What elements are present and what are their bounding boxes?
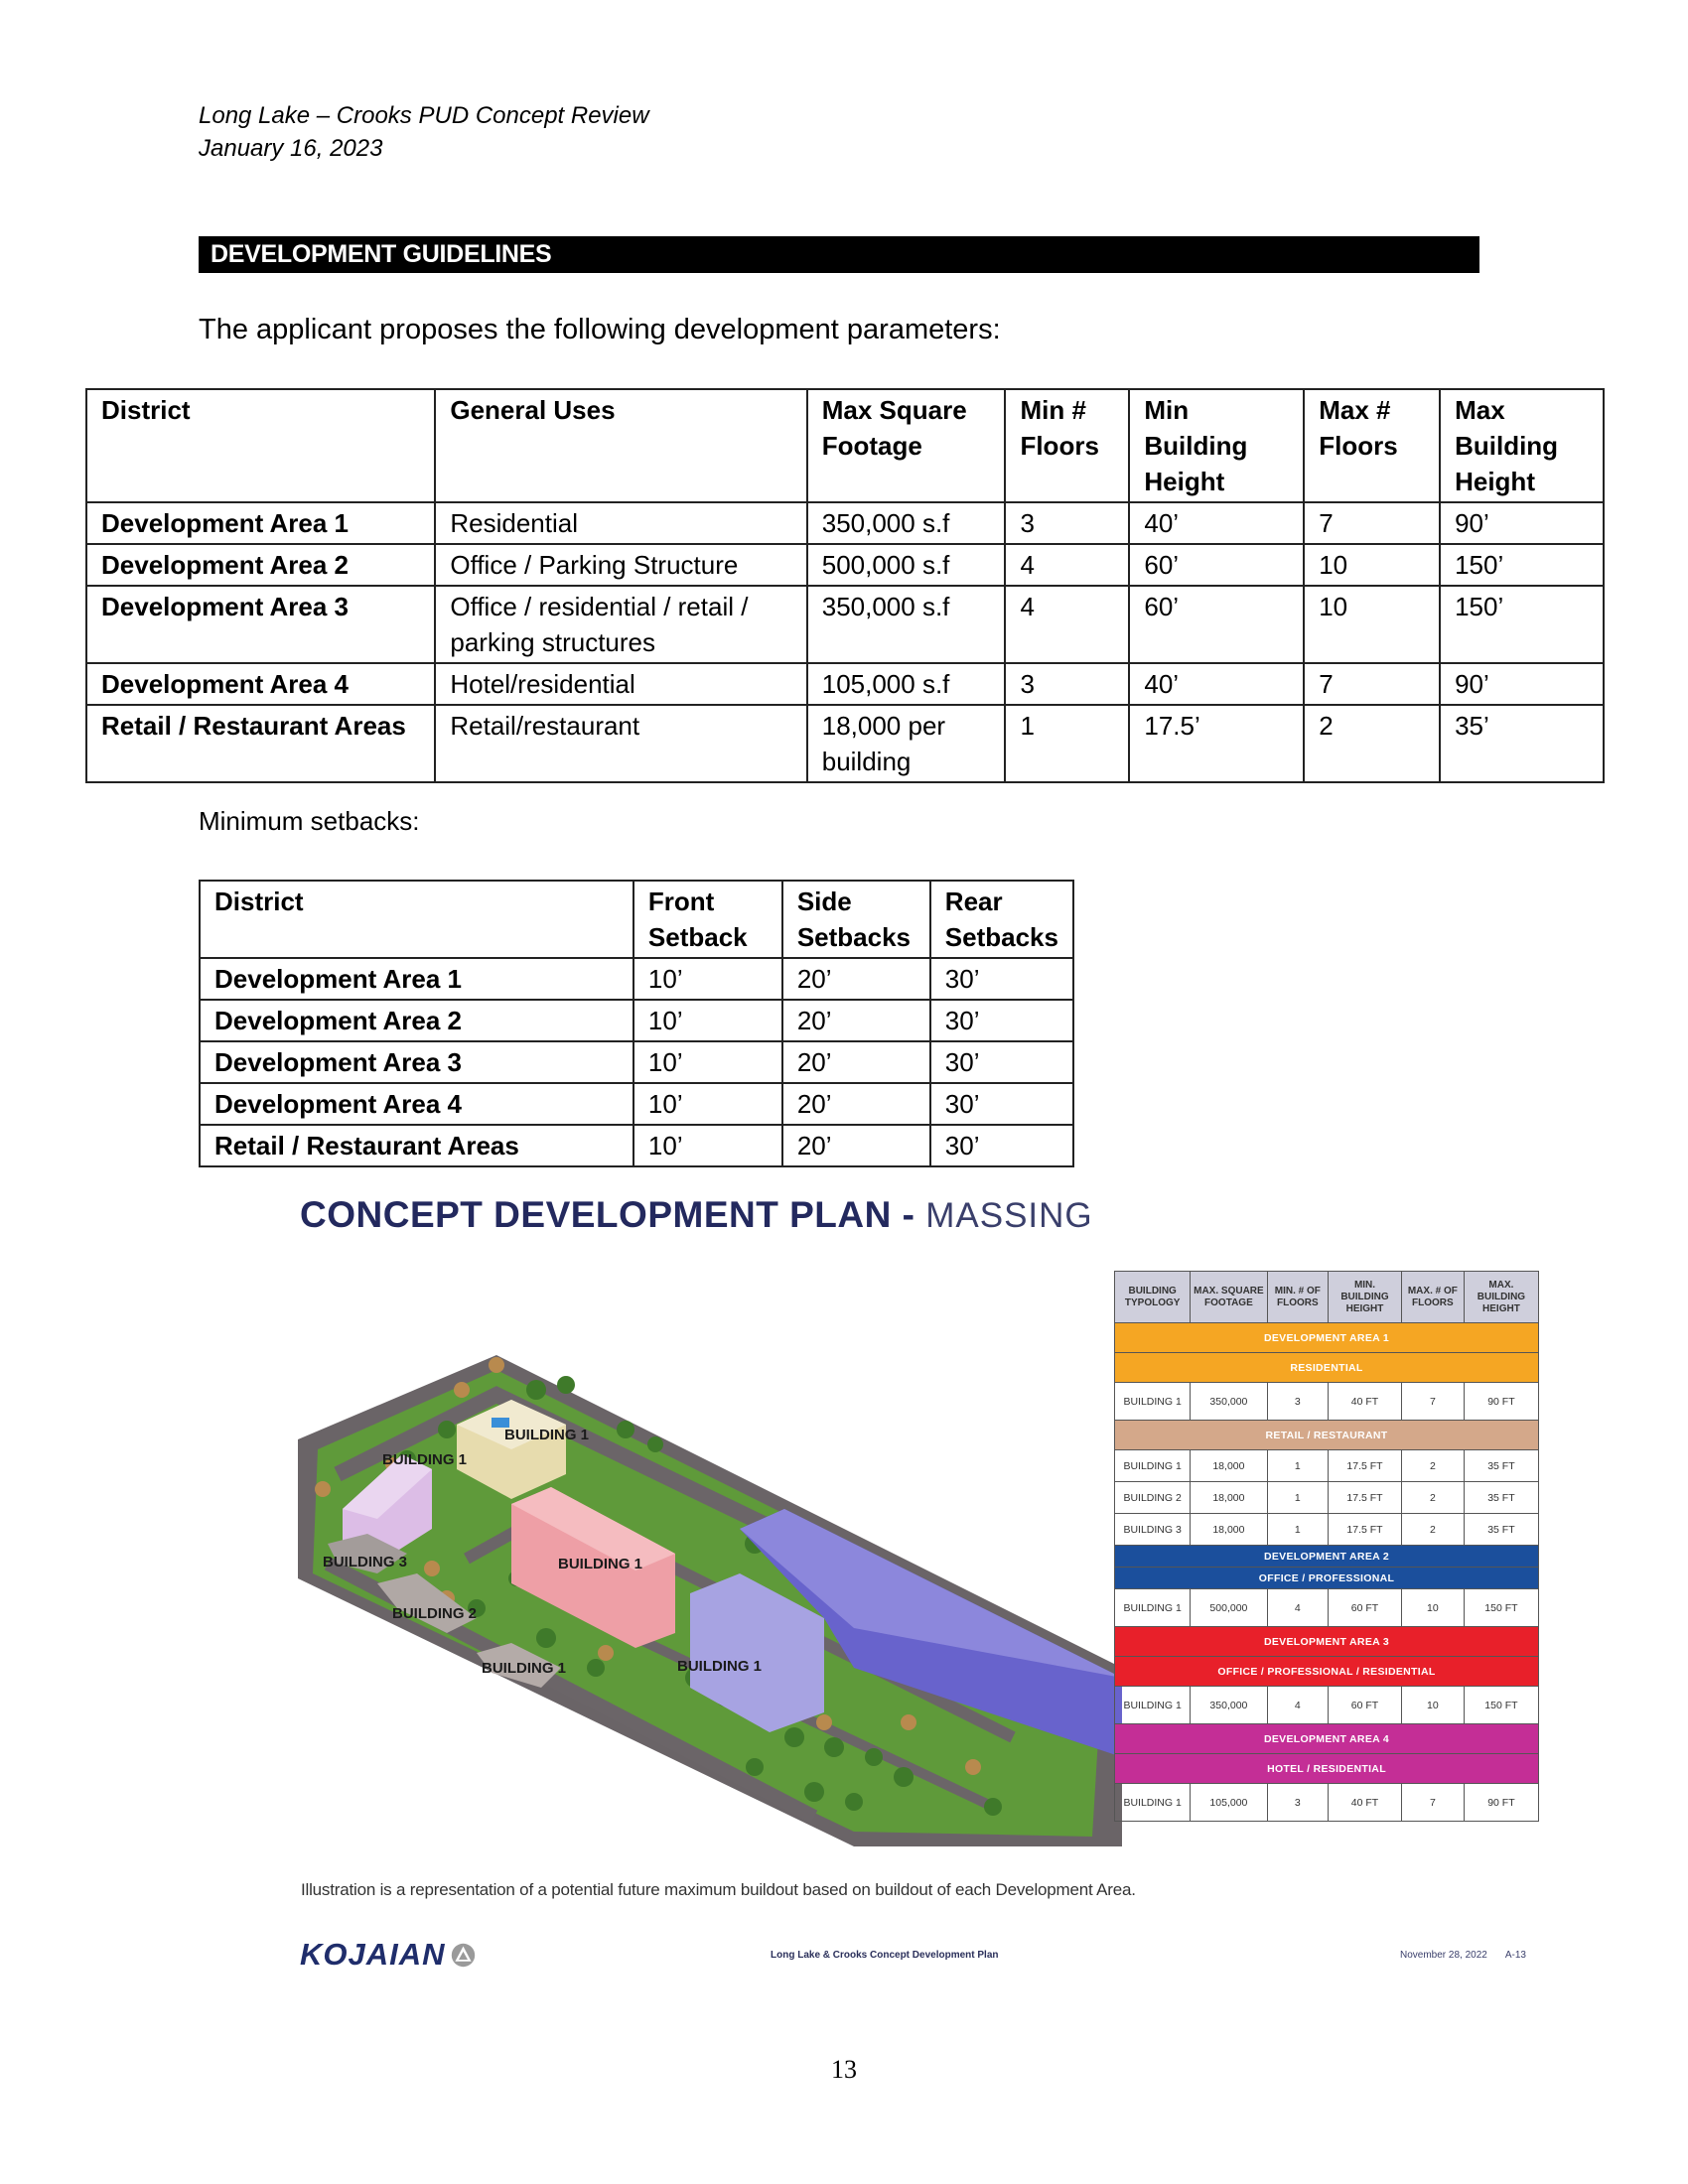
value-cell: 90’ [1440, 663, 1604, 705]
aerial-massing-illustration [298, 1340, 1122, 1846]
setback-cell: 30’ [930, 1083, 1073, 1125]
value-cell: 4 [1005, 586, 1129, 663]
value-cell: 3 [1005, 663, 1129, 705]
label-retail-building-3: BUILDING 3 [323, 1554, 408, 1570]
value-cell: 40 FT [1329, 1383, 1402, 1421]
label-area1-building: BUILDING 1 [504, 1427, 590, 1443]
district-cell: Development Area 3 [86, 586, 435, 663]
value-cell: 105,000 [1191, 1784, 1267, 1822]
value-cell: 350,000 [1191, 1687, 1267, 1724]
use-band [1115, 1657, 1539, 1687]
development-area-band [1115, 1323, 1539, 1353]
setbacks-table [199, 880, 1074, 1167]
table-header-row [200, 881, 1073, 958]
document-date: January 16, 2023 [199, 135, 383, 162]
building-row [1115, 1514, 1539, 1546]
value-cell: 17.5’ [1129, 705, 1304, 782]
massing-title-separator: - [891, 1194, 926, 1235]
use-label: HOTEL / RESIDENTIAL [1115, 1754, 1539, 1784]
header-cell: Min # Floors [1005, 389, 1129, 502]
massing-summary-table [1114, 1271, 1539, 1822]
value-cell: 150 FT [1464, 1589, 1538, 1627]
value-cell: 2 [1401, 1514, 1464, 1546]
value-cell: 3 [1005, 502, 1129, 544]
building-row [1115, 1784, 1539, 1822]
massing-title [300, 1194, 1093, 1236]
value-cell: 18,000 [1191, 1450, 1267, 1482]
value-cell: 18,000 [1191, 1514, 1267, 1546]
value-cell: 18,000 [1191, 1482, 1267, 1514]
table-row [200, 958, 1073, 1000]
setback-cell: 10’ [633, 1041, 782, 1083]
setback-cell: 10’ [633, 1125, 782, 1166]
setback-cell: 20’ [782, 1000, 930, 1041]
header-cell: General Uses [435, 389, 806, 502]
brand-wordmark: KOJAIAN [300, 1937, 446, 1972]
building-name-cell: BUILDING 1 [1115, 1589, 1191, 1627]
document-header [199, 99, 649, 165]
value-cell: 10 [1304, 544, 1440, 586]
value-cell: 10 [1401, 1687, 1464, 1724]
development-area-label: DEVELOPMENT AREA 4 [1115, 1724, 1539, 1754]
header-cell: Side Setbacks [782, 881, 930, 958]
value-cell: 60’ [1129, 586, 1304, 663]
use-band [1115, 1754, 1539, 1784]
header-cell: District [86, 389, 435, 502]
header-cell: MIN. # OF FLOORS [1267, 1272, 1329, 1323]
footer-date: November 28, 2022 [1400, 1950, 1487, 1961]
table-row [200, 1125, 1073, 1166]
district-cell: Development Area 4 [86, 663, 435, 705]
value-cell: 18,000 per building [807, 705, 1006, 782]
setback-cell: 30’ [930, 1041, 1073, 1083]
value-cell: 35 FT [1464, 1514, 1538, 1546]
value-cell: 17.5 FT [1329, 1482, 1402, 1514]
building-row [1115, 1383, 1539, 1421]
value-cell: 90 FT [1464, 1784, 1538, 1822]
page-number: 13 [831, 2055, 857, 2084]
district-cell: Development Area 1 [200, 958, 633, 1000]
table-row [86, 502, 1604, 544]
value-cell: 7 [1401, 1383, 1464, 1421]
building-name-cell: BUILDING 1 [1115, 1784, 1191, 1822]
massing-header-row [1115, 1272, 1539, 1323]
table-row [86, 586, 1604, 663]
header-cell: District [200, 881, 633, 958]
district-cell: Retail / Restaurant Areas [86, 705, 435, 782]
footer-sheet-number: A-13 [1504, 1950, 1526, 1961]
header-cell: Min Building Height [1129, 389, 1304, 502]
value-cell: 3 [1267, 1784, 1329, 1822]
setbacks-label: Minimum setbacks: [199, 806, 420, 836]
building-row [1115, 1687, 1539, 1724]
table-row [86, 544, 1604, 586]
value-cell: 350,000 [1191, 1383, 1267, 1421]
footer-meta [1400, 1950, 1526, 1961]
table-row [200, 1083, 1073, 1125]
value-cell: Residential [435, 502, 806, 544]
value-cell: 150 FT [1464, 1687, 1538, 1724]
value-cell: 40’ [1129, 502, 1304, 544]
header-cell: MAX. BUILDING HEIGHT [1464, 1272, 1538, 1323]
use-label: OFFICE / PROFESSIONAL / RESIDENTIAL [1115, 1657, 1539, 1687]
value-cell: 60 FT [1329, 1589, 1402, 1627]
document-title: Long Lake – Crooks PUD Concept Review [199, 102, 649, 129]
illustration-caption: Illustration is a representation of a potential future maximum buildout based on buildout of each Development Area. [301, 1880, 1136, 1899]
value-cell: 10 [1401, 1589, 1464, 1627]
value-cell: 2 [1401, 1482, 1464, 1514]
table-row [86, 705, 1604, 782]
development-area-band [1115, 1627, 1539, 1657]
brand-mark-icon [450, 1942, 477, 1969]
building-name-cell: BUILDING 1 [1115, 1450, 1191, 1482]
value-cell: 35 FT [1464, 1450, 1538, 1482]
aerial-render [298, 1340, 1122, 1846]
value-cell: 7 [1401, 1784, 1464, 1822]
development-area-label: DEVELOPMENT AREA 2 [1115, 1546, 1539, 1568]
header-cell: Max # Floors [1304, 389, 1440, 502]
value-cell: 500,000 s.f [807, 544, 1006, 586]
setback-cell: 20’ [782, 1125, 930, 1166]
setback-cell: 30’ [930, 1125, 1073, 1166]
development-parameters-table [85, 388, 1605, 783]
value-cell: 17.5 FT [1329, 1514, 1402, 1546]
building-name-cell: BUILDING 1 [1115, 1383, 1191, 1421]
value-cell: 17.5 FT [1329, 1450, 1402, 1482]
use-label: OFFICE / PROFESSIONAL [1115, 1568, 1539, 1589]
label-retail-building-1: BUILDING 1 [482, 1660, 567, 1677]
setback-cell: 10’ [633, 1000, 782, 1041]
district-cell: Development Area 2 [200, 1000, 633, 1041]
header-cell: Front Setback [633, 881, 782, 958]
header-cell: MAX. # OF FLOORS [1401, 1272, 1464, 1323]
table-row [86, 663, 1604, 705]
value-cell: 150’ [1440, 544, 1604, 586]
setback-cell: 30’ [930, 1000, 1073, 1041]
value-cell: 90’ [1440, 502, 1604, 544]
label-area3-building: BUILDING 1 [558, 1556, 643, 1572]
building-row [1115, 1589, 1539, 1627]
district-cell: Development Area 1 [86, 502, 435, 544]
value-cell: 2 [1304, 705, 1440, 782]
value-cell: 40’ [1129, 663, 1304, 705]
setback-cell: 20’ [782, 1041, 930, 1083]
value-cell: 1 [1267, 1514, 1329, 1546]
use-label: RETAIL / RESTAURANT [1115, 1421, 1539, 1450]
value-cell: 4 [1267, 1687, 1329, 1724]
value-cell: Office / Parking Structure [435, 544, 806, 586]
massing-title-bold: CONCEPT DEVELOPMENT PLAN [300, 1194, 892, 1235]
development-area-band [1115, 1724, 1539, 1754]
value-cell: 35 FT [1464, 1482, 1538, 1514]
value-cell: 7 [1304, 502, 1440, 544]
label-area4-building: BUILDING 1 [382, 1451, 468, 1468]
value-cell: 40 FT [1329, 1784, 1402, 1822]
district-cell: Development Area 2 [86, 544, 435, 586]
table-row [200, 1041, 1073, 1083]
value-cell: 60 FT [1329, 1687, 1402, 1724]
building-row [1115, 1450, 1539, 1482]
value-cell: 150’ [1440, 586, 1604, 663]
header-cell: Max Building Height [1440, 389, 1604, 502]
value-cell: 3 [1267, 1383, 1329, 1421]
section-heading: DEVELOPMENT GUIDELINES [199, 236, 1479, 273]
value-cell: 1 [1005, 705, 1129, 782]
value-cell: 7 [1304, 663, 1440, 705]
value-cell: 4 [1267, 1589, 1329, 1627]
development-area-band [1115, 1546, 1539, 1568]
value-cell: Hotel/residential [435, 663, 806, 705]
district-cell: Development Area 3 [200, 1041, 633, 1083]
value-cell: 500,000 [1191, 1589, 1267, 1627]
label-retail-building-2: BUILDING 2 [392, 1605, 478, 1622]
table-header-row [86, 389, 1604, 502]
value-cell: 1 [1267, 1450, 1329, 1482]
use-band [1115, 1353, 1539, 1383]
value-cell: 105,000 s.f [807, 663, 1006, 705]
building-name-cell: BUILDING 1 [1115, 1687, 1191, 1724]
district-cell: Retail / Restaurant Areas [200, 1125, 633, 1166]
header-cell: MIN. BUILDING HEIGHT [1329, 1272, 1402, 1323]
value-cell: 350,000 s.f [807, 586, 1006, 663]
value-cell: 4 [1005, 544, 1129, 586]
building-name-cell: BUILDING 2 [1115, 1482, 1191, 1514]
value-cell: 350,000 s.f [807, 502, 1006, 544]
table-row [200, 1000, 1073, 1041]
value-cell: 10 [1304, 586, 1440, 663]
header-cell: Max Square Footage [807, 389, 1006, 502]
building-name-cell: BUILDING 3 [1115, 1514, 1191, 1546]
use-band [1115, 1421, 1539, 1450]
footer-plan-title: Long Lake & Crooks Concept Development Plan [771, 1950, 999, 1961]
district-cell: Development Area 4 [200, 1083, 633, 1125]
use-band [1115, 1568, 1539, 1589]
value-cell: Retail/restaurant [435, 705, 806, 782]
use-label: RESIDENTIAL [1115, 1353, 1539, 1383]
setback-cell: 10’ [633, 1083, 782, 1125]
massing-title-light: MASSING [925, 1196, 1093, 1235]
setback-cell: 10’ [633, 958, 782, 1000]
value-cell: 1 [1267, 1482, 1329, 1514]
value-cell: Office / residential / retail / parking structures [435, 586, 806, 663]
setback-cell: 20’ [782, 1083, 930, 1125]
kojaian-logo [300, 1938, 477, 1972]
header-cell: Rear Setbacks [930, 881, 1073, 958]
intro-paragraph: The applicant proposes the following development parameters: [199, 314, 1001, 345]
development-area-label: DEVELOPMENT AREA 3 [1115, 1627, 1539, 1657]
label-area2-building: BUILDING 1 [677, 1658, 763, 1675]
value-cell: 35’ [1440, 705, 1604, 782]
setback-cell: 30’ [930, 958, 1073, 1000]
header-cell: BUILDING TYPOLOGY [1115, 1272, 1191, 1323]
header-cell: MAX. SQUARE FOOTAGE [1191, 1272, 1267, 1323]
development-area-label: DEVELOPMENT AREA 1 [1115, 1323, 1539, 1353]
value-cell: 90 FT [1464, 1383, 1538, 1421]
setback-cell: 20’ [782, 958, 930, 1000]
value-cell: 2 [1401, 1450, 1464, 1482]
building-row [1115, 1482, 1539, 1514]
value-cell: 60’ [1129, 544, 1304, 586]
